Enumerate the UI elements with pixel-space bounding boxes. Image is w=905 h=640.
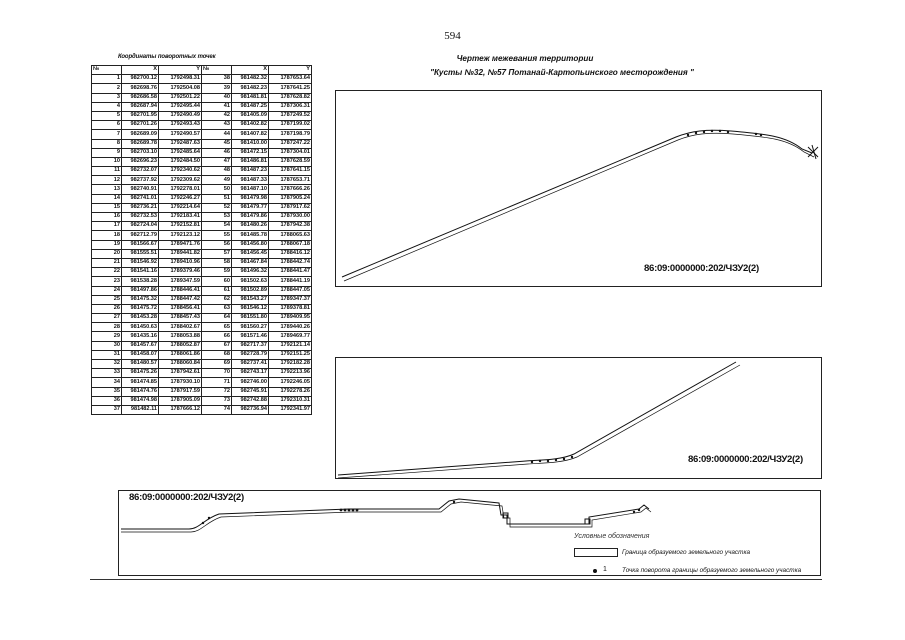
table-cell-x: 982728.79 [232,350,269,359]
table-cell-no: 15 [92,203,122,212]
table-cell-no: 10 [92,157,122,166]
table-row [92,213,312,222]
plot-3-drawing [119,491,822,577]
legend-point-dot-icon [593,569,597,573]
table-cell-no: 51 [202,194,232,203]
table-row [92,222,312,231]
table-cell-no: 21 [92,258,122,267]
table-cell-y: 1787641.15 [269,167,312,176]
table-row [92,360,312,369]
table-cell-x: 982700.12 [122,75,159,84]
table-cell-x: 981541.16 [122,268,159,277]
table-cell-y: 1792490.49 [159,111,202,120]
table-cell-y: 1788457.43 [159,314,202,323]
table-cell-x: 981458.07 [122,350,159,359]
table-cell-x: 981474.76 [122,387,159,396]
table-cell-no: 74 [202,405,232,414]
table-cell-y: 1789378.81 [269,304,312,313]
table-cell-y: 1792495.44 [159,102,202,111]
table-row [92,157,312,166]
table-row [92,148,312,157]
plot-label-3: 86:09:0000000:202/ЧЗУ2(2) [129,492,244,503]
table-cell-no: 42 [202,111,232,120]
table-row [92,295,312,304]
table-cell-no: 72 [202,387,232,396]
table-cell-no: 48 [202,167,232,176]
table-row [92,304,312,313]
table-cell-y: 1792490.57 [159,130,202,139]
table-cell-y: 1787942.38 [269,222,312,231]
table-body [92,75,312,415]
table-row [92,194,312,203]
table-row [92,139,312,148]
table-cell-y: 1787628.59 [269,157,312,166]
table-cell-no: 25 [92,295,122,304]
table-row [92,387,312,396]
table-cell-y: 1787304.01 [269,148,312,157]
legend-boundary-label: Граница образуемого земельного участка [622,549,751,556]
table-cell-no: 66 [202,332,232,341]
table-cell-no: 17 [92,222,122,231]
table-cell-no: 19 [92,240,122,249]
table-cell-x: 982687.94 [122,102,159,111]
table-cell-x: 982732.53 [122,213,159,222]
header-y: Y [159,66,202,75]
table-cell-x: 981555.51 [122,249,159,258]
table-cell-x: 981475.32 [122,295,159,304]
table-cell-x: 982743.17 [232,369,269,378]
table-cell-no: 33 [92,369,122,378]
table-cell-x: 982712.79 [122,231,159,240]
table-cell-y: 1787641.25 [269,84,312,93]
table-row [92,369,312,378]
bottom-rule [90,579,822,580]
table-cell-x: 981496.32 [232,268,269,277]
table-cell-y: 1788065.63 [269,231,312,240]
table-cell-no: 53 [202,213,232,222]
table-row [92,176,312,185]
table-cell-y: 1792182.28 [269,360,312,369]
table-cell-x: 981543.27 [232,295,269,304]
table-cell-y: 1789347.37 [269,295,312,304]
table-cell-no: 36 [92,396,122,405]
table-cell-y: 1787905.24 [269,194,312,203]
table-cell-x: 981405.09 [232,111,269,120]
table-cell-x: 982746.00 [232,378,269,387]
table-cell-no: 41 [202,102,232,111]
table-cell-no: 57 [202,249,232,258]
table-cell-y: 1789441.82 [159,249,202,258]
table-row [92,93,312,102]
table-cell-x: 981456.80 [232,240,269,249]
table-row [92,323,312,332]
table-cell-y: 1792310.31 [269,396,312,405]
table-cell-y: 1792504.08 [159,84,202,93]
plot-label-2: 86:09:0000000:202/ЧЗУ2(2) [688,454,803,465]
table-row [92,405,312,414]
table-cell-x: 981487.23 [232,167,269,176]
table-cell-x: 981546.12 [232,304,269,313]
table-title: Координаты поворотных точек [118,54,216,60]
table-cell-x: 982701.26 [122,121,159,130]
table-row [92,249,312,258]
table-cell-no: 26 [92,304,122,313]
table-cell-no: 49 [202,176,232,185]
table-cell-x: 982698.76 [122,84,159,93]
table-cell-no: 35 [92,387,122,396]
table-row [92,240,312,249]
table-cell-x: 981502.63 [232,277,269,286]
table-cell-y: 1792340.62 [159,167,202,176]
table-cell-y: 1788402.67 [159,323,202,332]
table-cell-x: 981402.82 [232,121,269,130]
legend-point-label: Точка поворота границы образуемого земельного участка [622,567,802,574]
table-cell-x: 981482.11 [122,405,159,414]
table-cell-no: 16 [92,213,122,222]
coordinates-table [91,65,312,415]
table-cell-no: 8 [92,139,122,148]
table-cell-x: 981480.57 [122,360,159,369]
table-row [92,396,312,405]
table-cell-y: 1787666.12 [159,405,202,414]
table-cell-x: 981407.82 [232,130,269,139]
table-cell-no: 24 [92,286,122,295]
table-cell-x: 981479.77 [232,203,269,212]
table-header-row [92,66,312,75]
table-cell-x: 981560.27 [232,323,269,332]
table-cell-y: 1788442.74 [269,258,312,267]
header-x: X [122,66,159,75]
table-cell-x: 981482.23 [232,84,269,93]
table-cell-x: 981479.98 [232,194,269,203]
table-cell-y: 1787199.02 [269,121,312,130]
plot-frame-1 [335,90,822,287]
table-cell-y: 1787917.59 [159,387,202,396]
table-cell-y: 1787628.82 [269,93,312,102]
table-cell-no: 45 [202,139,232,148]
table-cell-y: 1792278.26 [269,387,312,396]
table-cell-y: 1792121.14 [269,341,312,350]
legend-title: Условные обозначения [574,533,650,540]
table-row [92,111,312,120]
table-cell-no: 14 [92,194,122,203]
table-cell-no: 40 [202,93,232,102]
table-cell-y: 1789379.46 [159,268,202,277]
table-cell-x: 981472.15 [232,148,269,157]
table-cell-y: 1788447.05 [269,286,312,295]
table-cell-x: 982737.41 [232,360,269,369]
plot-1-drawing [336,91,823,288]
table-cell-no: 46 [202,148,232,157]
table-cell-no: 60 [202,277,232,286]
table-cell-x: 982689.09 [122,130,159,139]
table-cell-no: 65 [202,323,232,332]
table-row [92,350,312,359]
table-cell-no: 22 [92,268,122,277]
table-cell-x: 981450.63 [122,323,159,332]
table-cell-x: 981566.67 [122,240,159,249]
page-number: 594 [444,30,461,42]
table-row [92,121,312,130]
table-row [92,341,312,350]
table-cell-no: 3 [92,93,122,102]
table-cell-no: 12 [92,176,122,185]
table-cell-no: 28 [92,323,122,332]
table-row [92,258,312,267]
table-cell-y: 1792183.41 [159,213,202,222]
table-cell-no: 6 [92,121,122,130]
table-cell-no: 63 [202,304,232,313]
table-cell-no: 54 [202,222,232,231]
table-cell-x: 981435.16 [122,332,159,341]
table-cell-no: 62 [202,295,232,304]
table-cell-y: 1792487.63 [159,139,202,148]
table-cell-no: 11 [92,167,122,176]
table-cell-x: 982689.78 [122,139,159,148]
table-cell-no: 13 [92,185,122,194]
table-cell-no: 50 [202,185,232,194]
table-cell-no: 47 [202,157,232,166]
table-cell-x: 982745.91 [232,387,269,396]
plot-label-1: 86:09:0000000:202/ЧЗУ2(2) [644,263,759,274]
table-cell-x: 981546.92 [122,258,159,267]
table-cell-y: 1788067.18 [269,240,312,249]
table-row [92,130,312,139]
table-cell-y: 1792123.12 [159,231,202,240]
legend-boundary-symbol [574,548,618,557]
table-cell-y: 1789347.59 [159,277,202,286]
table-cell-y: 1788416.12 [269,249,312,258]
table-cell-no: 31 [92,350,122,359]
table-row [92,167,312,176]
table-cell-y: 1792341.97 [269,405,312,414]
table-cell-y: 1789469.77 [269,332,312,341]
table-cell-no: 55 [202,231,232,240]
table-cell-x: 982732.07 [122,167,159,176]
table-cell-y: 1787930.00 [269,213,312,222]
table-cell-x: 981487.33 [232,176,269,185]
table-cell-no: 7 [92,130,122,139]
table-cell-x: 981474.85 [122,378,159,387]
table-cell-y: 1792493.43 [159,121,202,130]
table-cell-no: 38 [202,75,232,84]
table-cell-no: 68 [202,350,232,359]
table-cell-y: 1787666.26 [269,185,312,194]
table-cell-no: 34 [92,378,122,387]
legend-point-mark: 1 [603,566,607,573]
table-cell-no: 61 [202,286,232,295]
table-cell-no: 58 [202,258,232,267]
table-row [92,84,312,93]
table-cell-x: 981485.78 [232,231,269,240]
table-cell-x: 981480.26 [232,222,269,231]
table-cell-x: 981479.86 [232,213,269,222]
table-cell-no: 39 [202,84,232,93]
table-cell-x: 982686.58 [122,93,159,102]
table-cell-x: 981482.32 [232,75,269,84]
table-cell-no: 56 [202,240,232,249]
table-row [92,203,312,212]
table-cell-y: 1788441.47 [269,268,312,277]
table-cell-no: 20 [92,249,122,258]
table-row [92,286,312,295]
table-cell-y: 1788456.41 [159,304,202,313]
table-cell-no: 52 [202,203,232,212]
plot-frame-2 [335,357,822,479]
table-cell-y: 1792278.01 [159,185,202,194]
table-cell-x: 982736.94 [232,405,269,414]
table-cell-y: 1787249.52 [269,111,312,120]
table-cell-y: 1789471.76 [159,240,202,249]
table-cell-no: 23 [92,277,122,286]
table-cell-x: 981456.45 [232,249,269,258]
table-cell-x: 982737.92 [122,176,159,185]
table-cell-y: 1792246.05 [269,378,312,387]
table-row [92,75,312,84]
table-cell-x: 982740.91 [122,185,159,194]
table-cell-y: 1787917.62 [269,203,312,212]
table-cell-y: 1788061.86 [159,350,202,359]
table-cell-no: 4 [92,102,122,111]
table-cell-y: 1789410.96 [159,258,202,267]
table-cell-y: 1792213.96 [269,369,312,378]
table-cell-y: 1787930.10 [159,378,202,387]
header-no: № [202,66,232,75]
table-cell-x: 982742.88 [232,396,269,405]
table-cell-x: 981475.26 [122,369,159,378]
header-x: X [232,66,269,75]
table-cell-y: 1792151.25 [269,350,312,359]
table-cell-no: 59 [202,268,232,277]
table-cell-x: 981497.86 [122,286,159,295]
table-cell-y: 1788052.87 [159,341,202,350]
table-cell-y: 1792484.50 [159,157,202,166]
table-cell-x: 981457.67 [122,341,159,350]
table-cell-no: 64 [202,314,232,323]
table-cell-no: 69 [202,360,232,369]
table-row [92,231,312,240]
table-cell-x: 981487.10 [232,185,269,194]
table-cell-y: 1788447.42 [159,295,202,304]
table-row [92,314,312,323]
header-y: Y [269,66,312,75]
table-row [92,277,312,286]
table-cell-y: 1788053.88 [159,332,202,341]
table-row [92,378,312,387]
table-cell-x: 981551.80 [232,314,269,323]
table-cell-y: 1792501.22 [159,93,202,102]
table-cell-no: 2 [92,84,122,93]
table-cell-y: 1792246.27 [159,194,202,203]
table-cell-x: 981502.89 [232,286,269,295]
table-cell-no: 5 [92,111,122,120]
table-row [92,185,312,194]
table-cell-x: 981410.00 [232,139,269,148]
table-cell-no: 18 [92,231,122,240]
table-cell-x: 982703.10 [122,148,159,157]
drawing-subtitle: "Кусты №32, №57 Потанай-Картопьинского месторождения " [430,68,694,77]
table-cell-y: 1792152.81 [159,222,202,231]
table-cell-y: 1787653.64 [269,75,312,84]
header-no: № [92,66,122,75]
table-cell-y: 1788446.41 [159,286,202,295]
table-cell-y: 1789440.26 [269,323,312,332]
table-cell-y: 1787247.22 [269,139,312,148]
table-cell-no: 29 [92,332,122,341]
table-row [92,102,312,111]
table-cell-x: 982696.23 [122,157,159,166]
table-row [92,332,312,341]
table-cell-y: 1792214.64 [159,203,202,212]
table-cell-y: 1788441.19 [269,277,312,286]
table-cell-x: 981481.81 [232,93,269,102]
table-cell-no: 67 [202,341,232,350]
table-cell-y: 1787198.79 [269,130,312,139]
table-cell-y: 1789409.95 [269,314,312,323]
table-cell-x: 982741.01 [122,194,159,203]
table-cell-y: 1792498.31 [159,75,202,84]
table-cell-no: 30 [92,341,122,350]
table-cell-no: 37 [92,405,122,414]
table-cell-y: 1787653.71 [269,176,312,185]
table-cell-no: 27 [92,314,122,323]
table-cell-x: 981571.46 [232,332,269,341]
table-row [92,268,312,277]
table-cell-no: 32 [92,360,122,369]
table-cell-no: 43 [202,121,232,130]
table-cell-no: 70 [202,369,232,378]
table-cell-no: 44 [202,130,232,139]
table-cell-x: 982701.95 [122,111,159,120]
table-cell-y: 1787942.61 [159,369,202,378]
plot-frame-3 [118,490,821,576]
table-cell-no: 71 [202,378,232,387]
table-cell-x: 981474.98 [122,396,159,405]
table-cell-x: 981538.28 [122,277,159,286]
table-cell-no: 9 [92,148,122,157]
drawing-title: Чертеж межевания территории [456,54,594,63]
table-cell-y: 1787905.09 [159,396,202,405]
table-cell-x: 981475.72 [122,304,159,313]
table-cell-x: 981453.28 [122,314,159,323]
table-cell-no: 73 [202,396,232,405]
table-cell-x: 982724.04 [122,222,159,231]
table-cell-x: 981487.25 [232,102,269,111]
table-cell-x: 981467.84 [232,258,269,267]
table-cell-x: 982736.21 [122,203,159,212]
table-cell-x: 982717.37 [232,341,269,350]
table-cell-y: 1788060.84 [159,360,202,369]
table-cell-no: 1 [92,75,122,84]
table-cell-y: 1792309.62 [159,176,202,185]
table-cell-y: 1792485.64 [159,148,202,157]
table-cell-y: 1787306.31 [269,102,312,111]
table-cell-x: 981486.81 [232,157,269,166]
